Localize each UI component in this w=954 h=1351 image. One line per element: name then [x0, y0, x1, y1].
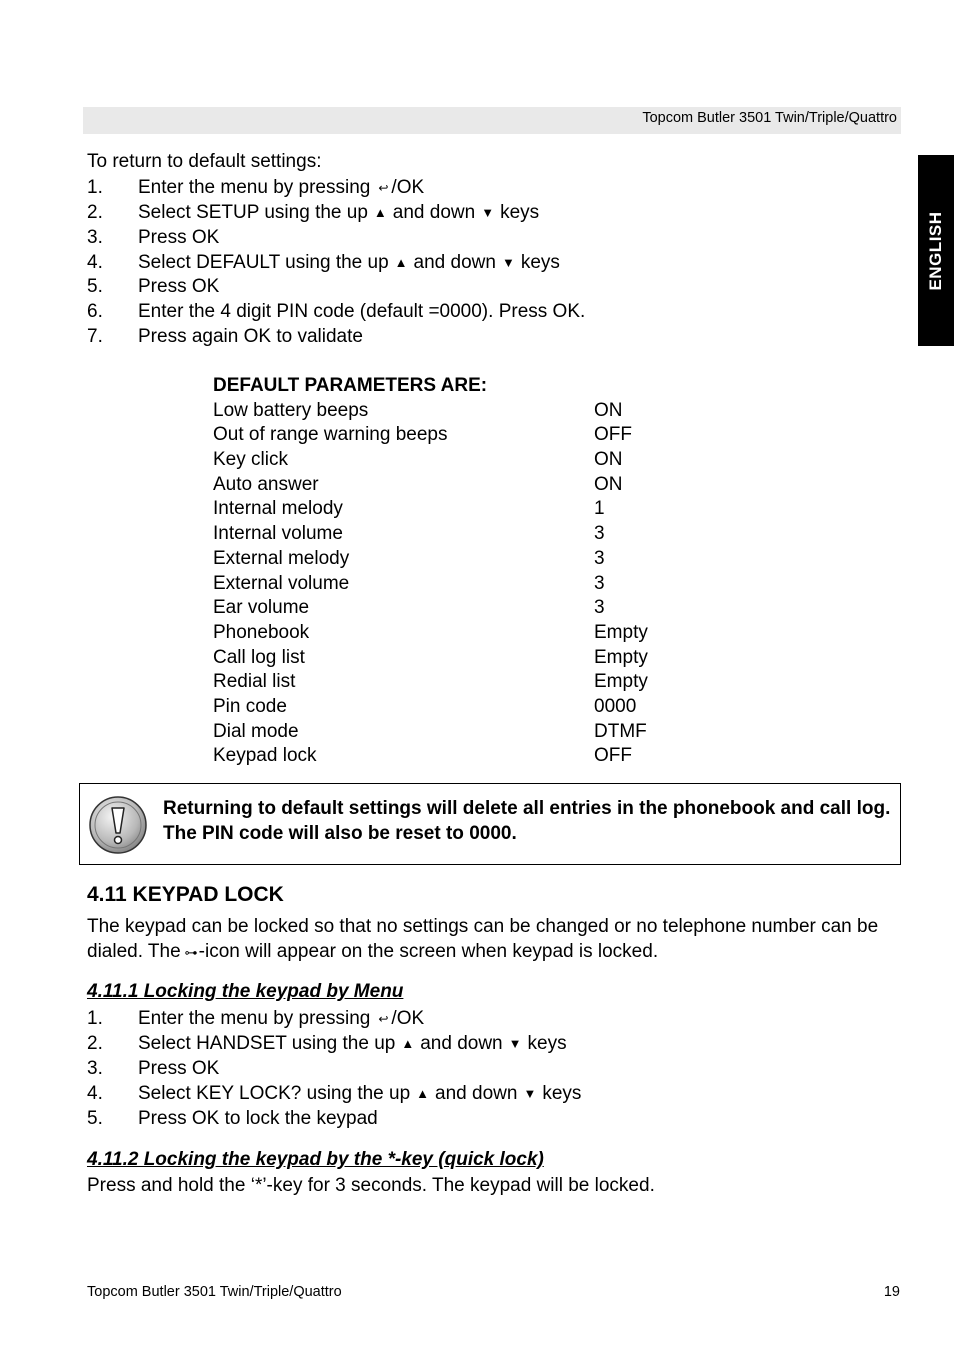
default-step-5: 5. Press OK	[87, 276, 220, 297]
footer-title: Topcom Butler 3501 Twin/Triple/Quattro	[87, 1284, 342, 1300]
up-arrow-icon: ▲	[394, 255, 408, 270]
warning-text: Returning to default settings will delete all entries in the phonebook and call log. The PIN code will also be reset to 0000.	[163, 798, 891, 844]
menu-key-icon: ↩	[378, 1012, 389, 1026]
param-row: Keypad lock OFF	[213, 745, 632, 767]
language-tab-label: ENGLISH	[926, 210, 945, 291]
up-arrow-icon: ▲	[401, 1036, 415, 1051]
params-title: DEFAULT PARAMETERS ARE:	[213, 375, 488, 396]
lock-step-5: 5. Press OK to lock the keypad	[87, 1108, 378, 1129]
up-arrow-icon: ▲	[373, 205, 387, 220]
down-arrow-icon: ▼	[501, 255, 515, 270]
subsection-heading-1: 4.11.1 Locking the keypad by Menu	[87, 981, 404, 1002]
lock-step-1: 1. Enter the menu by pressing ↩ /OK	[87, 1007, 424, 1032]
down-arrow-icon: ▼	[508, 1036, 522, 1051]
param-row: Dial mode DTMF	[213, 720, 647, 742]
header-title: Topcom Butler 3501 Twin/Triple/Quattro	[642, 110, 897, 126]
down-arrow-icon: ▼	[523, 1086, 537, 1101]
language-tab	[918, 155, 954, 346]
subsection-heading-2: 4.11.2 Locking the keypad by the *-key (quick lock)	[87, 1149, 544, 1170]
param-row: External melody 3	[213, 547, 605, 569]
param-row: Phonebook Empty	[213, 621, 648, 643]
param-row: Call log list Empty	[213, 646, 648, 668]
default-step-2: 2. Select SETUP using the up ▲ and down ▼ keys	[87, 201, 539, 226]
running-header	[83, 107, 901, 134]
section-heading: 4.11 KEYPAD LOCK	[87, 883, 284, 906]
default-step-7: 7. Press again OK to validate	[87, 326, 363, 347]
param-row: Internal melody 1	[213, 498, 605, 520]
intro-text: To return to default settings:	[87, 151, 322, 172]
param-row: Auto answer ON	[213, 473, 623, 495]
page-number: 19	[883, 1284, 900, 1300]
default-parameters-table	[213, 374, 648, 769]
param-row: External volume 3	[213, 572, 605, 594]
down-arrow-icon: ▼	[481, 205, 495, 220]
param-row: Redial list Empty	[213, 671, 648, 693]
lock-step-4: 4. Select KEY LOCK? using the up ▲ and down ▼ keys	[87, 1082, 581, 1107]
param-row: Key click ON	[213, 449, 623, 471]
quick-lock-text: Press and hold the ‘*’-key for 3 seconds. The keypad will be locked.	[87, 1175, 655, 1196]
up-arrow-icon: ▲	[416, 1086, 430, 1101]
param-row: Low battery beeps ON	[213, 399, 623, 421]
menu-key-icon: ↩	[378, 181, 389, 195]
param-row: Pin code 0000	[213, 695, 637, 717]
warning-exclamation-icon	[88, 795, 148, 855]
default-step-4: 4. Select DEFAULT using the up ▲ and down ▼ keys	[87, 251, 560, 276]
default-step-6: 6. Enter the 4 digit PIN code (default =0000). Press OK.	[87, 301, 586, 322]
param-row: Out of range warning beeps OFF	[213, 424, 632, 446]
param-row: Internal volume 3	[213, 523, 605, 545]
default-step-3: 3. Press OK	[87, 227, 220, 248]
warning-box	[79, 783, 901, 865]
lock-step-3: 3. Press OK	[87, 1058, 220, 1079]
default-step-1: 1. Enter the menu by pressing ↩ /OK	[87, 176, 424, 201]
key-icon: ⊶	[184, 944, 198, 960]
param-row: Ear volume 3	[213, 597, 605, 619]
section-body: The keypad can be locked so that no settings can be changed or no telephone number can be dialed. The ⊶-icon will appear on the screen when keypad is locked.	[87, 915, 902, 965]
lock-step-2: 2. Select HANDSET using the up ▲ and down ▼ keys	[87, 1032, 567, 1057]
